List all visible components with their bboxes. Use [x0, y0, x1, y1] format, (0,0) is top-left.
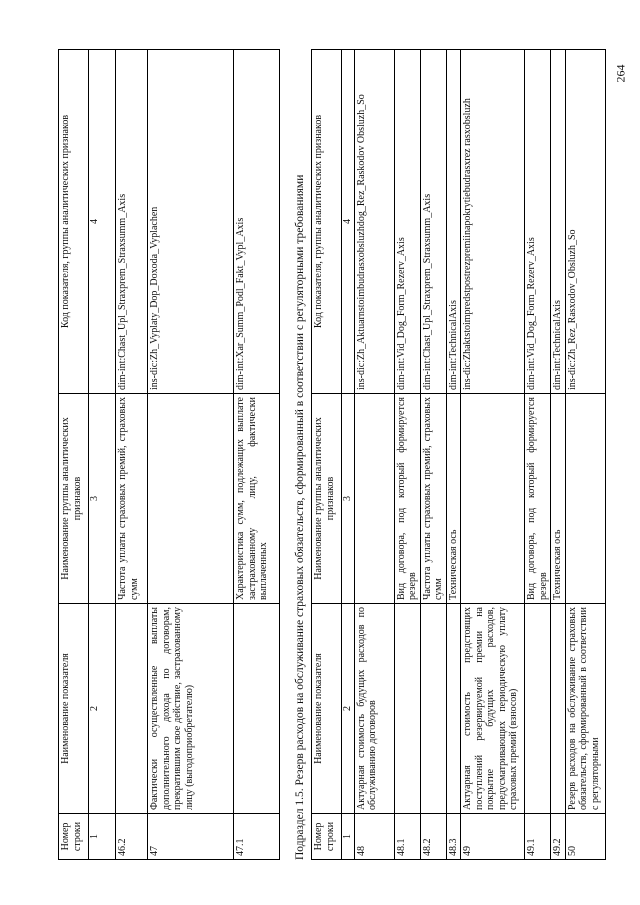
row-number: 48.1 — [394, 814, 420, 860]
table-row — [461, 50, 525, 860]
indicators-table-1 — [58, 49, 280, 860]
indicator-code: dim-int:Chast_Upl_Straxprem_Straxsumm_Axis — [116, 50, 148, 394]
row-number: 47.1 — [234, 814, 280, 860]
group-name: Вид договора, под который формируется резерв — [525, 394, 551, 604]
page-number: 264 — [613, 64, 628, 83]
table-row — [354, 50, 394, 860]
indicator-name — [420, 604, 446, 814]
row-number: 48.3 — [446, 814, 461, 860]
col-number: 4 — [89, 50, 116, 394]
col-header-code: Код показателя, группы аналитических признаков — [59, 50, 89, 394]
indicator-name: Актуарная стоимость будущих расходов по обслуживанию договоров — [354, 604, 394, 814]
indicator-name: Фактически осуществленные выплаты дополнительного дохода по договорам, прекратившим свое действие, застрахованному лицу (выгодоприобретателю) — [148, 604, 234, 814]
indicator-code: dim-int:TechnicalAxis — [446, 50, 461, 394]
group-name — [461, 394, 525, 604]
indicators-table-2 — [311, 49, 606, 860]
row-number: 48 — [354, 814, 394, 860]
col-header-indicator-name: Наименование показателя — [59, 604, 89, 814]
col-number: 3 — [342, 394, 355, 604]
group-name — [565, 394, 605, 604]
indicator-code: ins-dic:Zh_Rez_Rasxodov_Obsluzh_So — [565, 50, 605, 394]
indicator-name — [551, 604, 566, 814]
indicator-code: dim-int:Chast_Upl_Straxprem_Straxsumm_Axis — [420, 50, 446, 394]
table-header-row — [312, 50, 342, 860]
row-number: 50 — [565, 814, 605, 860]
indicator-name: Резерв расходов на обслуживание страховых обязательств, сформированный в соответствии с регуляторными — [565, 604, 605, 814]
row-number: 49 — [461, 814, 525, 860]
col-number: 1 — [342, 814, 355, 860]
indicator-code: dim-int:Xar_Summ_Podl_Fakt_Vypl_Axis — [234, 50, 280, 394]
table-row — [148, 50, 234, 860]
row-number: 49.1 — [525, 814, 551, 860]
indicator-name — [116, 604, 148, 814]
group-name: Вид договора, под который формируется резерв — [394, 394, 420, 604]
col-number: 2 — [342, 604, 355, 814]
group-name — [148, 394, 234, 604]
group-name: Техническая ось — [551, 394, 566, 604]
indicator-name — [446, 604, 461, 814]
row-number: 46.2 — [116, 814, 148, 860]
table-row — [116, 50, 148, 860]
col-number: 3 — [89, 394, 116, 604]
group-name: Частота уплаты страховых премий, страховых сумм — [420, 394, 446, 604]
group-name — [354, 394, 394, 604]
column-number-row — [89, 50, 116, 860]
table-row — [420, 50, 446, 860]
table-row — [551, 50, 566, 860]
row-number: 47 — [148, 814, 234, 860]
row-number: 49.2 — [551, 814, 566, 860]
table-row — [565, 50, 605, 860]
table-row — [446, 50, 461, 860]
group-name: Частота уплаты страховых премий, страховых сумм — [116, 394, 148, 604]
indicator-code: ins-dic:Zh_Aktuarnstoimbudrasxobsluzhdog_Rez_Raskodov Obsluzh_So — [354, 50, 394, 394]
col-header-row-number: Номер строки — [312, 814, 342, 860]
indicator-name — [525, 604, 551, 814]
col-header-code: Код показателя, группы аналитических признаков — [312, 50, 342, 394]
subsection-title: Подраздел 1.5. Резерв расходов на обслуживание страховых обязательств, сформированный в соответствии с регуляторными требованиями — [294, 174, 306, 860]
group-name: Характеристика сумм, подлежащих выплате застрахованному лицу, фактически выплаченных — [234, 394, 280, 604]
indicator-code: dim-int:TechnicalAxis — [551, 50, 566, 394]
group-name: Техническая ось — [446, 394, 461, 604]
col-number: 4 — [342, 50, 355, 394]
col-header-row-number: Номер строки — [59, 814, 89, 860]
table-row — [394, 50, 420, 860]
table-row — [234, 50, 280, 860]
indicator-code: dim-int:Vid_Dog_Form_Rezerv_Axis — [394, 50, 420, 394]
indicator-code: dim-int:Vid_Dog_Form_Rezerv_Axis — [525, 50, 551, 394]
indicator-name — [234, 604, 280, 814]
column-number-row — [342, 50, 355, 860]
col-header-group-name: Наименование группы аналитических признаков — [312, 394, 342, 604]
indicator-name: Актуарная стоимость предстоящих поступлений резервируемой премии на покрытие будущих расходов, предусматривающих периодическую уплату страховых премий (взносов) — [461, 604, 525, 814]
col-number: 1 — [89, 814, 116, 860]
rotated-page-content — [58, 50, 601, 860]
col-header-group-name: Наименование группы аналитических признаков — [59, 394, 89, 604]
indicator-code: ins-dic:Zh_Vyplaty_Dop_Doxoda_Vyplachen — [148, 50, 234, 394]
indicator-code: ins-dic:Zhaktstoimpredstpostrezpremiinapokrytiebudrasxrez rasxobsluzh — [461, 50, 525, 394]
table-header-row — [59, 50, 89, 860]
col-header-indicator-name: Наименование показателя — [312, 604, 342, 814]
indicator-name — [394, 604, 420, 814]
table-row — [525, 50, 551, 860]
row-number: 48.2 — [420, 814, 446, 860]
col-number: 2 — [89, 604, 116, 814]
